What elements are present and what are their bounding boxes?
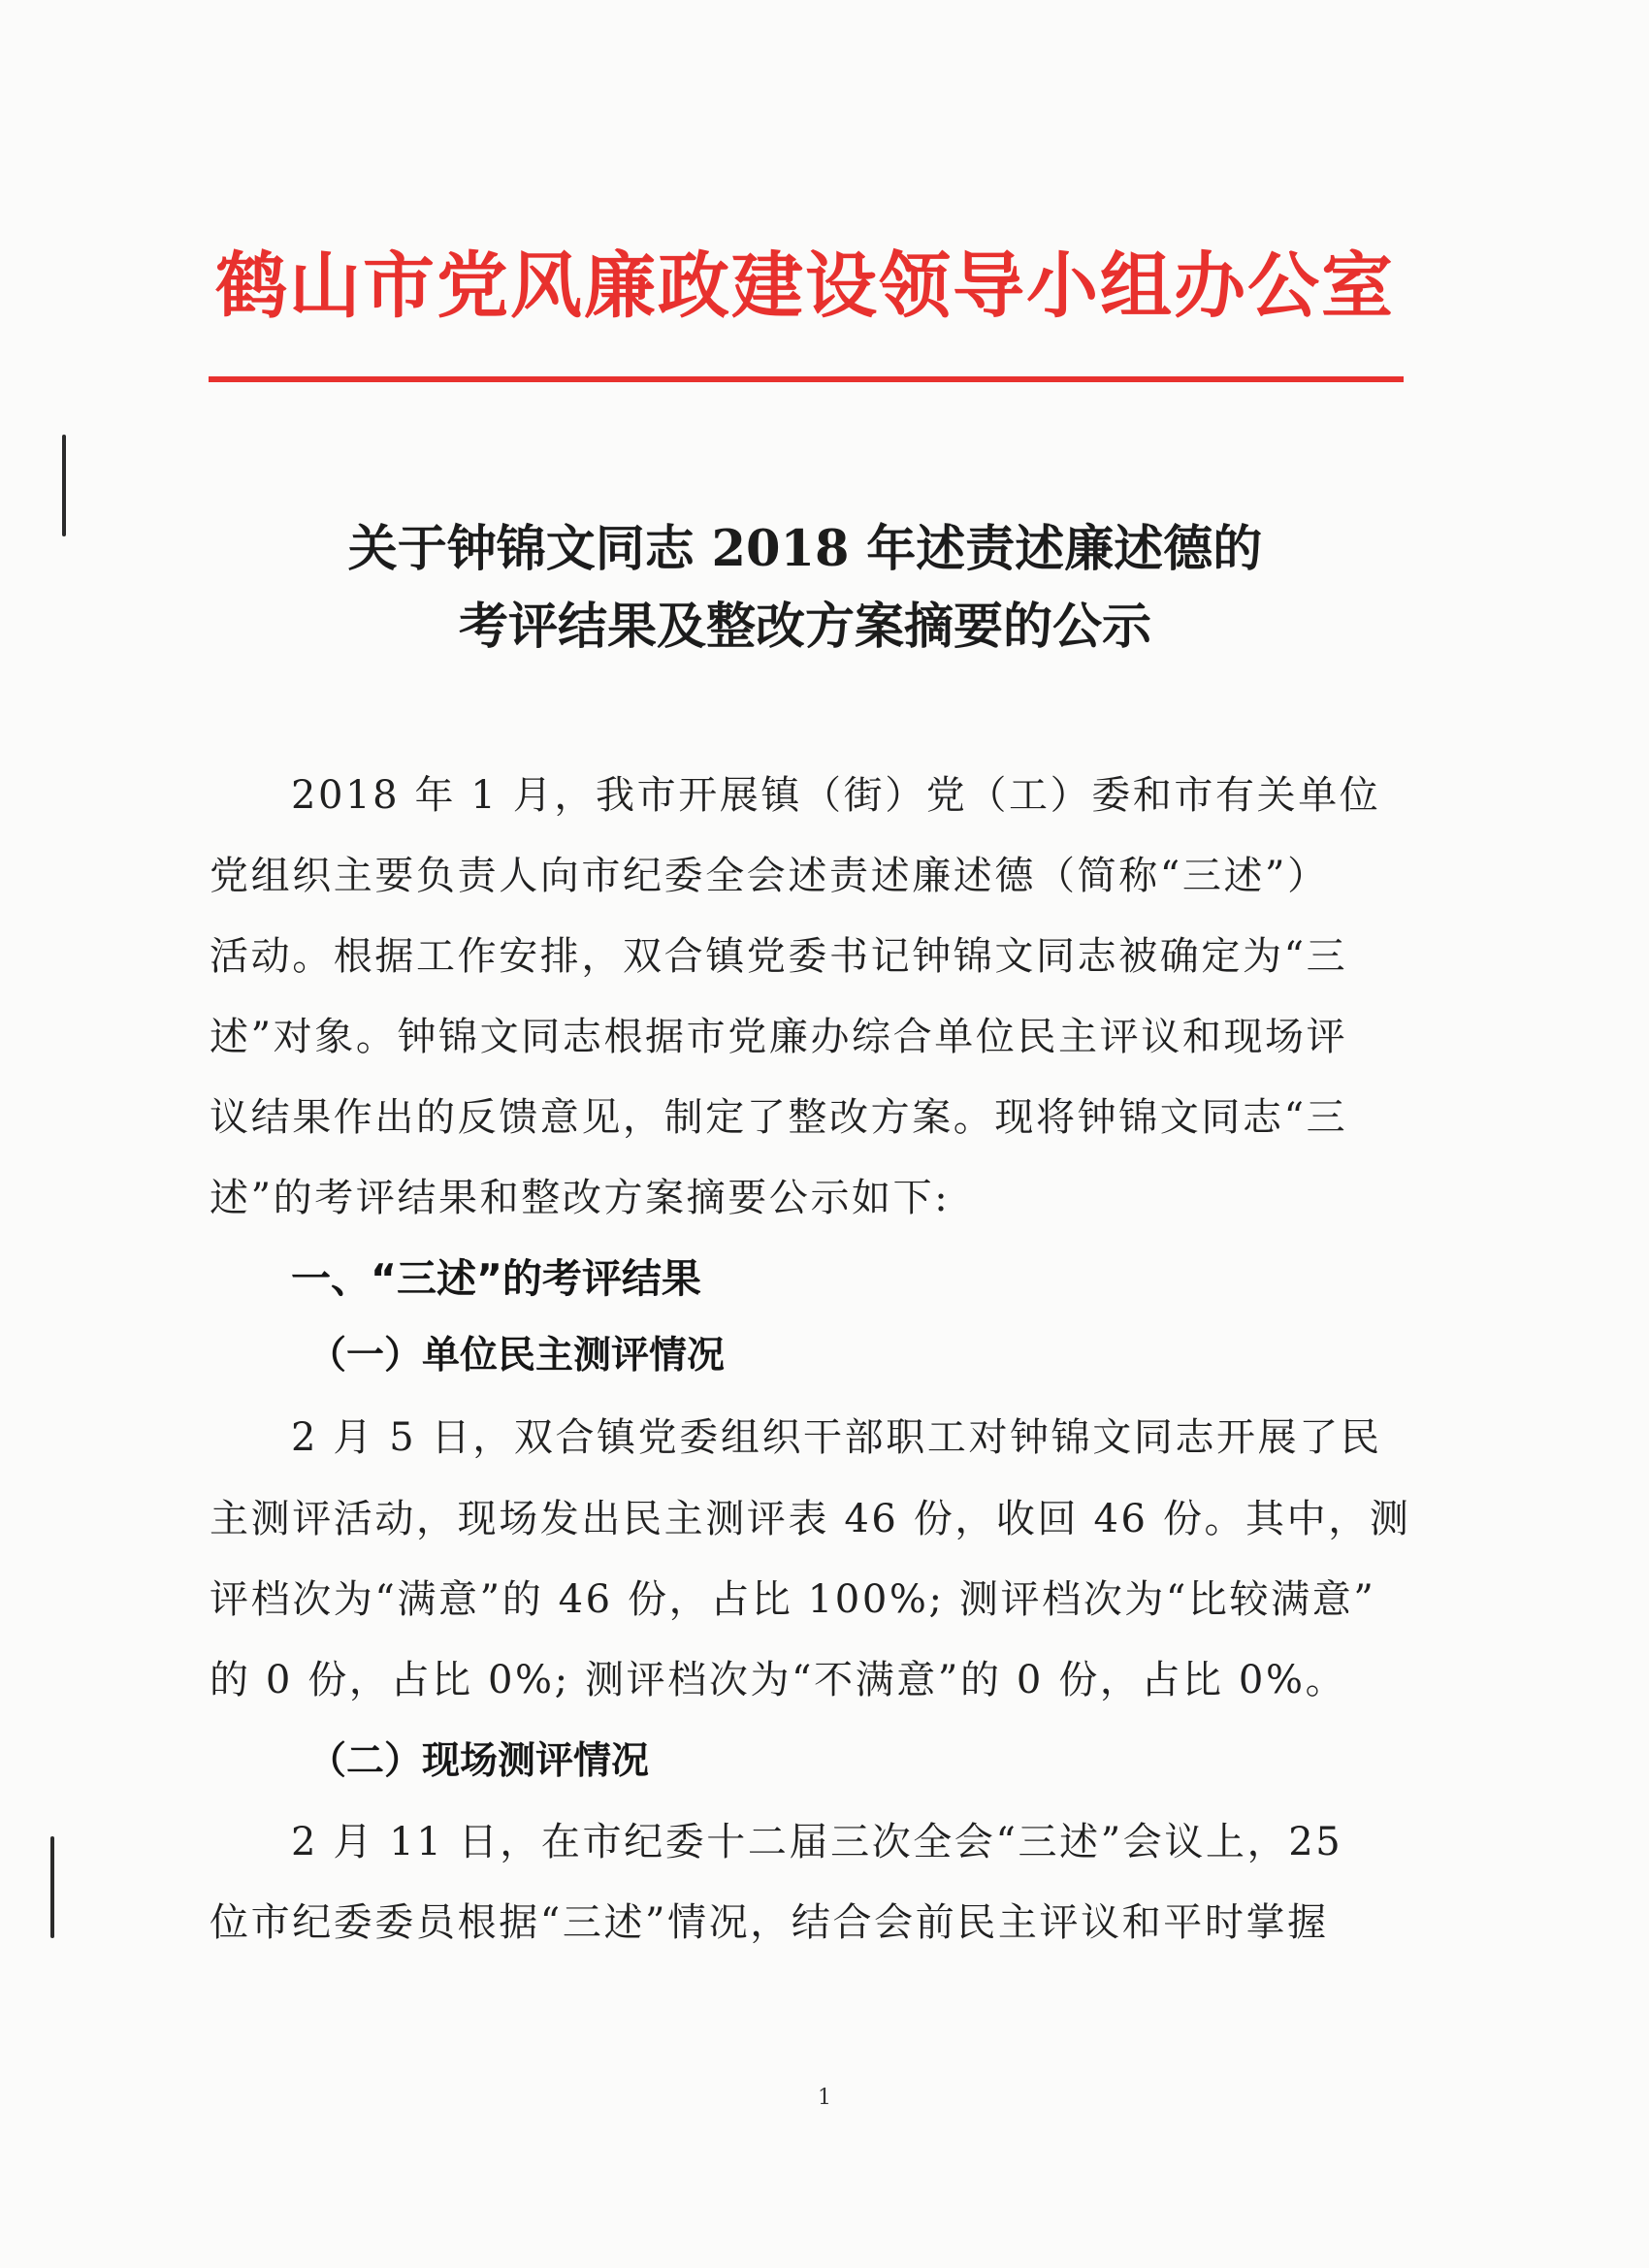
- intro-line-2: 党组织主要负责人向市纪委全会述责述廉述德（简称“三述”）: [210, 854, 1329, 898]
- binder-mark-bottom: [50, 1836, 54, 1938]
- subsection-1-line-1: 2 月 5 日，双合镇党委组织干部职工对钟锦文同志开展了民: [291, 1415, 1382, 1460]
- letterhead-red-rule: [209, 376, 1404, 382]
- subsection-1-line-2: 主测评活动，现场发出民主测评表 46 份，收回 46 份。其中，测: [210, 1497, 1411, 1541]
- intro-line-4: 述”对象。钟锦文同志根据市党廉办综合单位民主评议和现场评: [210, 1015, 1348, 1059]
- page-number: 1: [818, 2086, 831, 2110]
- subsection-2-heading: （二）现场测评情况: [308, 1739, 650, 1783]
- subsection-2-line-1: 2 月 11 日，在市纪委十二届三次全会“三述”会议上，25: [291, 1820, 1343, 1864]
- subsection-1-line-4: 的 0 份，占比 0%; 测评档次为“不满意”的 0 份，占比 0%。: [210, 1658, 1347, 1702]
- intro-line-1: 2018 年 1 月，我市开展镇（街）党（工）委和市有关单位: [291, 773, 1381, 818]
- document-title-line-2: 考评结果及整改方案摘要的公示: [458, 598, 1151, 656]
- intro-line-3: 活动。根据工作安排，双合镇党委书记钟锦文同志被确定为“三: [210, 934, 1348, 979]
- intro-line-6: 述”的考评结果和整改方案摘要公示如下:: [210, 1176, 951, 1220]
- subsection-1-line-3: 评档次为“满意”的 46 份，占比 100%; 测评档次为“比较满意”: [210, 1577, 1376, 1622]
- section-1-heading: 一、“三述”的考评结果: [291, 1255, 701, 1302]
- document-title-line-1: 关于钟锦文同志 2018 年述责述廉述德的: [347, 520, 1263, 578]
- binder-mark-top: [62, 435, 66, 536]
- intro-line-5: 议结果作出的反馈意见，制定了整改方案。现将钟锦文同志“三: [210, 1095, 1348, 1140]
- letterhead-organization: 鹤山市党风廉政建设领导小组办公室: [215, 244, 1395, 328]
- subsection-1-heading: （一）单位民主测评情况: [308, 1334, 726, 1377]
- subsection-2-line-2: 位市纪委委员根据“三述”情况，结合会前民主评议和平时掌握: [210, 1900, 1329, 1945]
